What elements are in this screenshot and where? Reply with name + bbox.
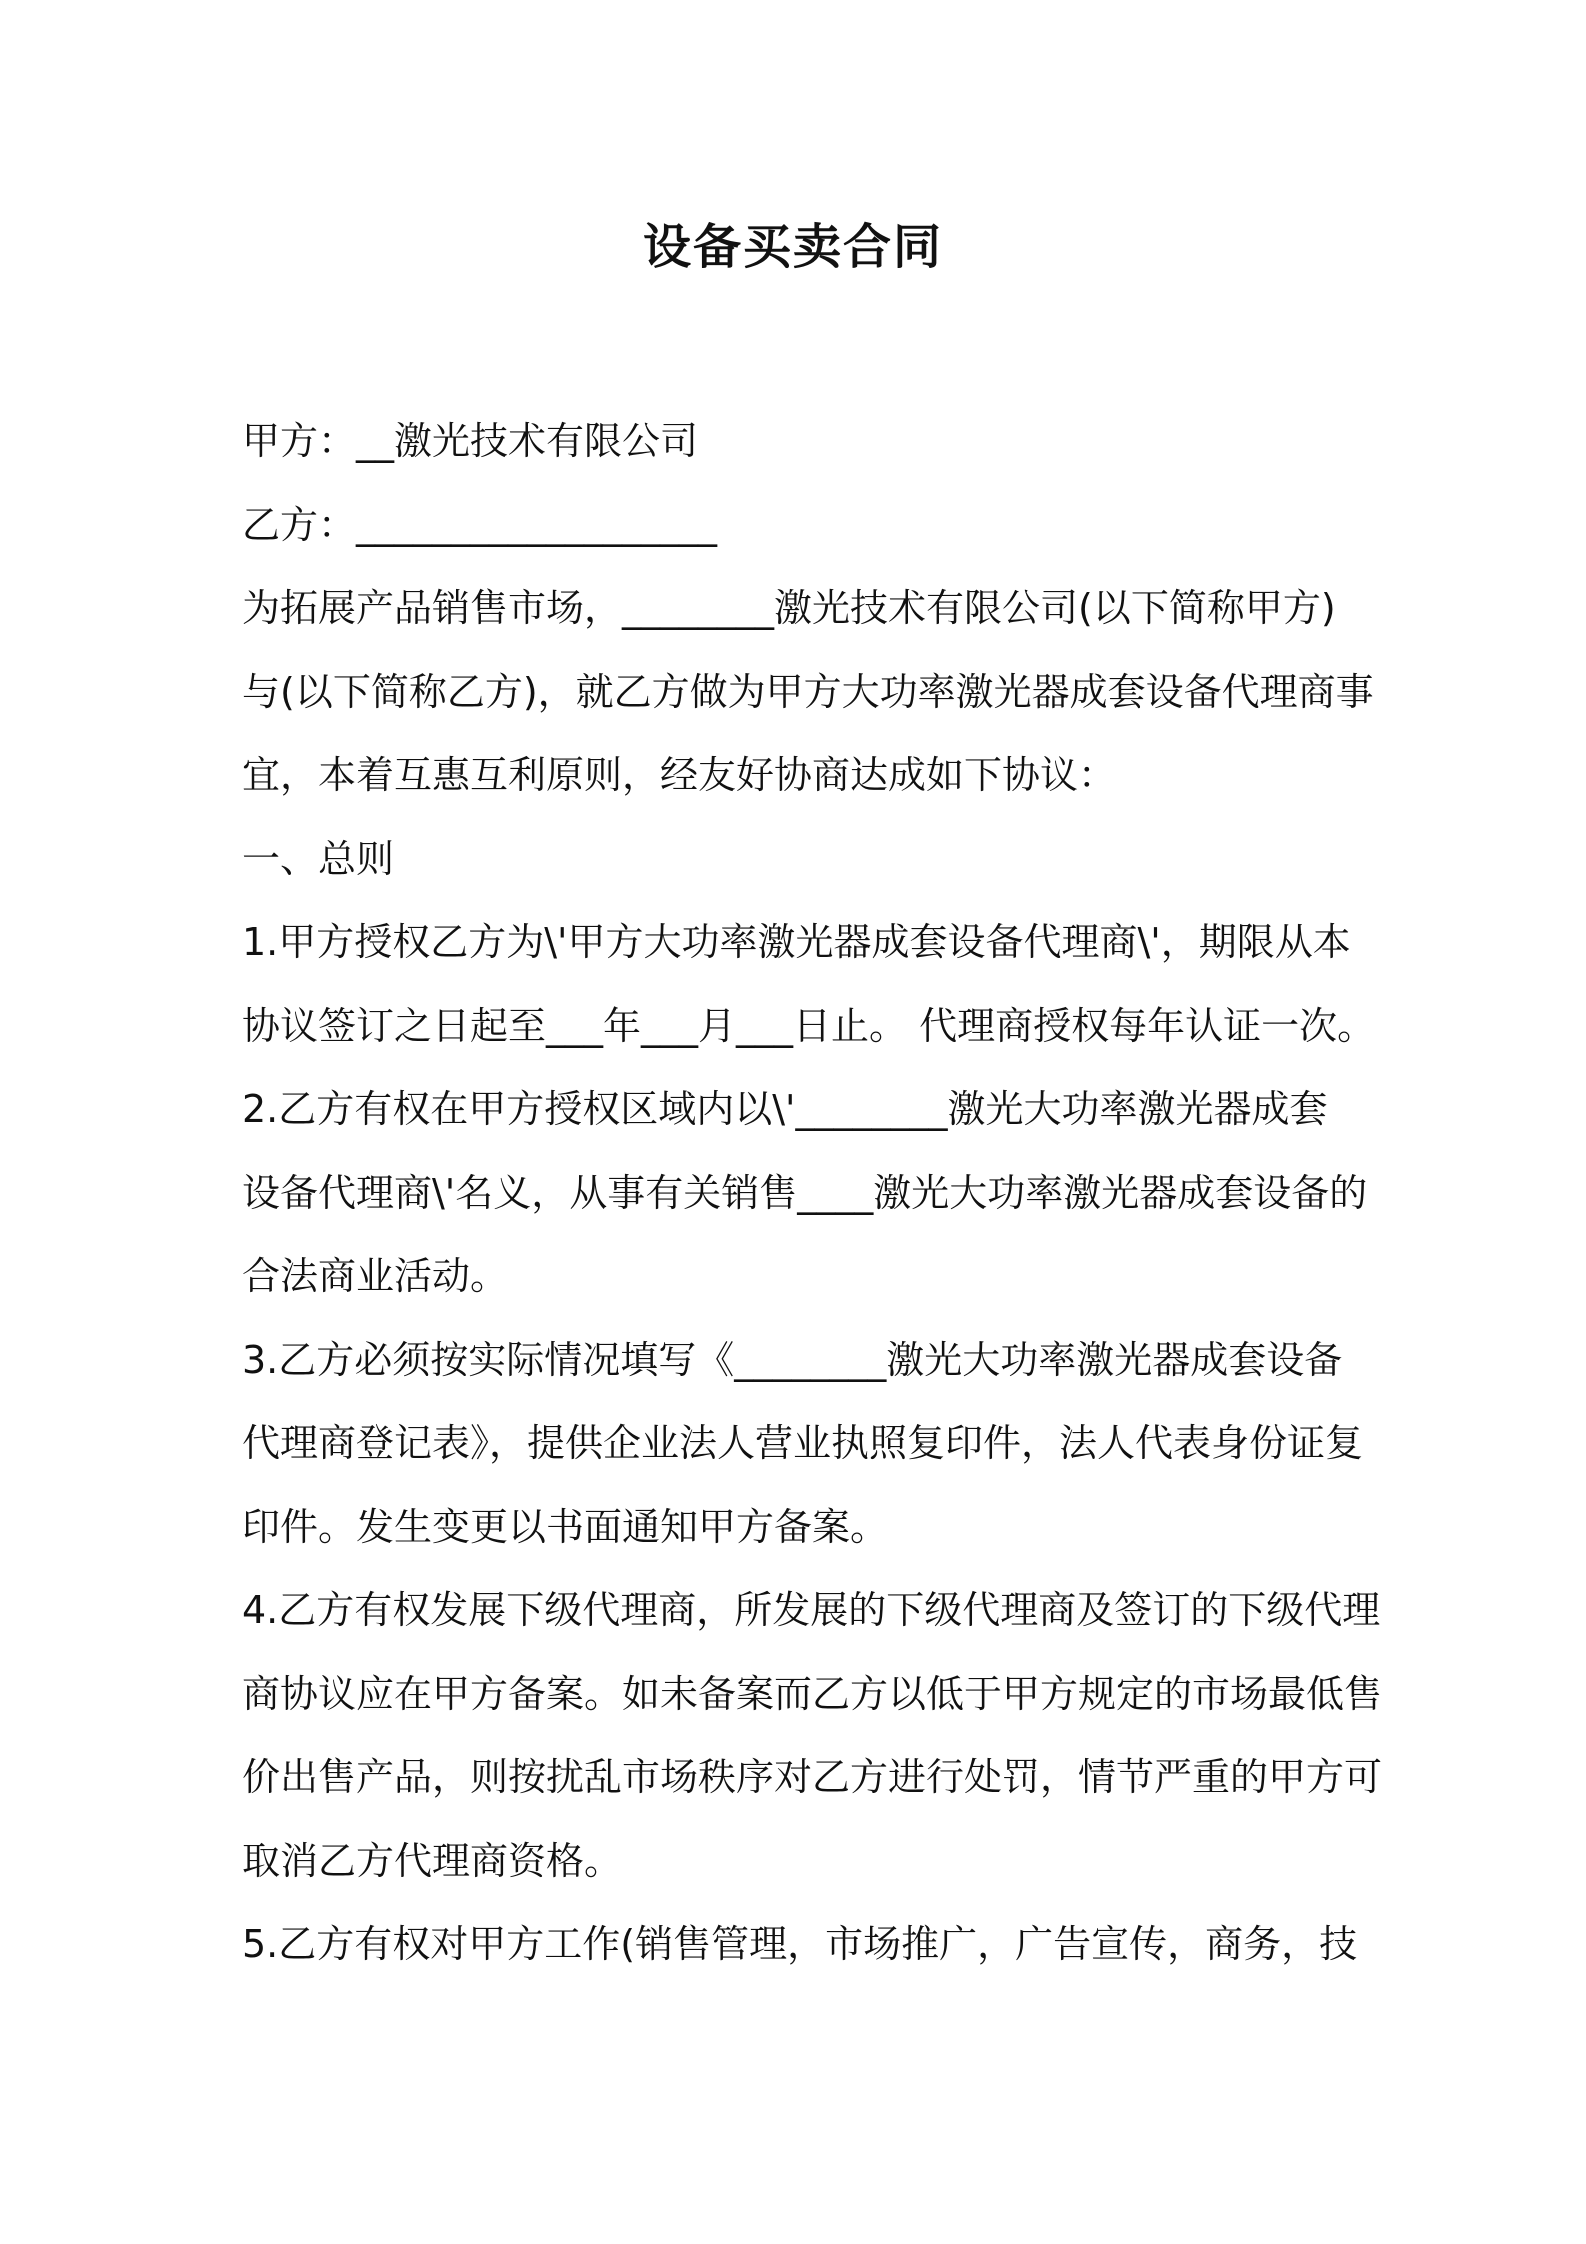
text-line: 4.乙方有权发展下级代理商，所发展的下级代理商及签订的下级代理 <box>242 1588 1381 1632</box>
text-line: 取消乙方代理商资格。 <box>242 1838 623 1883</box>
text-line: 设备代理商\'名义，从事有关销售____激光大功率激光器成套设备的 <box>242 1170 1368 1215</box>
text-line: 协议签订之日起至___年___月___日止。 代理商授权每年认证一次。 <box>242 1003 1376 1048</box>
text-line: 1.甲方授权乙方为\'甲方大功率激光器成套设备代理商\'，期限从本 <box>242 920 1351 964</box>
party-b-line: 乙方：___________________ <box>242 502 718 547</box>
text-line: 代理商登记表》，提供企业法人营业执照复印件，法人代表身份证复 <box>242 1421 1364 1465</box>
section-heading: 一、总则 <box>242 836 395 881</box>
text-line: 印件。发生变更以书面通知甲方备案。 <box>242 1504 889 1549</box>
text-line: 宜，本着互惠互利原则，经友好协商达成如下协议： <box>242 753 1117 797</box>
text-line: 3.乙方必须按实际情况填写《________激光大功率激光器成套设备 <box>242 1337 1343 1382</box>
text-line: 为拓展产品销售市场，________激光技术有限公司(以下简称甲方) <box>242 586 1336 630</box>
text-line: 价出售产品，则按扰乱市场秩序对乙方进行处罚，情节严重的甲方可 <box>242 1755 1383 1799</box>
text-line: 商协议应在甲方备案。如未备案而乙方以低于甲方规定的市场最低售 <box>242 1671 1383 1716</box>
contract-body <box>242 400 1383 1987</box>
party-a-line: 甲方：__激光技术有限公司 <box>242 419 699 463</box>
text-line: 与(以下简称乙方)，就乙方做为甲方大功率激光器成套设备代理商事 <box>242 669 1374 714</box>
text-line: 5.乙方有权对甲方工作(销售管理，市场推广，广告宣传，商务，技 <box>242 1922 1358 1966</box>
text-line: 2.乙方有权在甲方授权区域内以\'________激光大功率激光器成套 <box>242 1087 1328 1131</box>
text-line: 合法商业活动。 <box>242 1254 509 1298</box>
document-title: 设备买卖合同 <box>642 219 943 275</box>
